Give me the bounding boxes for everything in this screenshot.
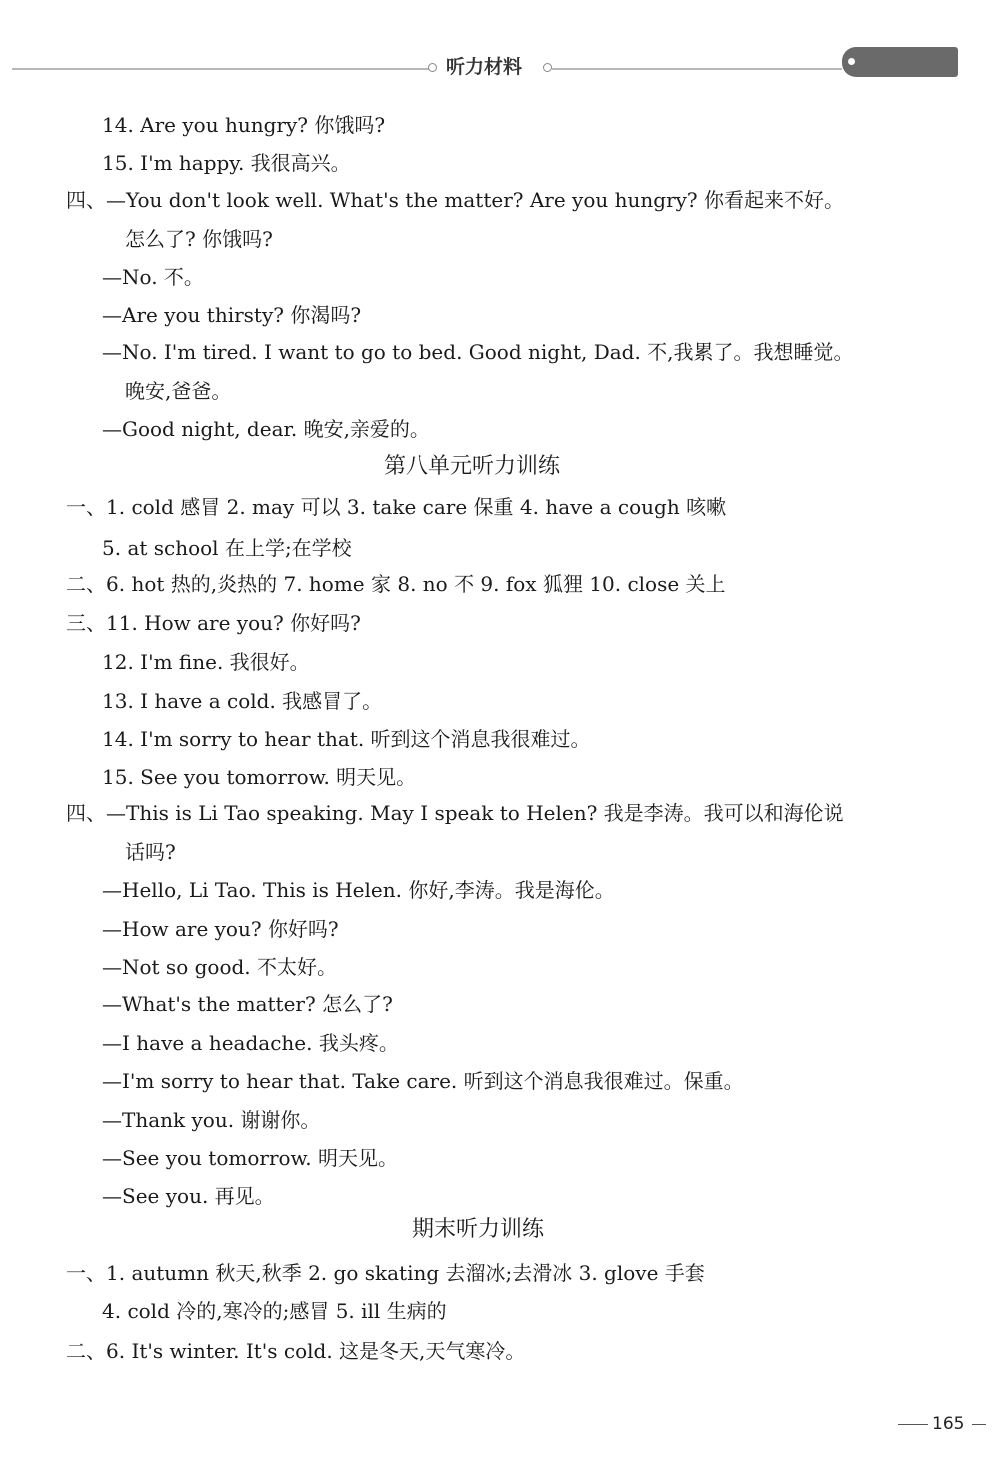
text-line: —No. 不。: [102, 265, 204, 289]
section-heading: 第八单元听力训练: [384, 454, 561, 479]
header-tab-decoration: [842, 47, 958, 77]
page-number-rule-left: [898, 1424, 928, 1425]
text-line: —Are you thirsty? 你渴吗?: [102, 303, 362, 327]
text-line: 4. cold 冷的,寒冷的;感冒 5. ill 生病的: [102, 1299, 447, 1323]
text-line: 晚安,爸爸。: [125, 379, 232, 403]
text-line: —Thank you. 谢谢你。: [102, 1108, 321, 1132]
text-line: 一、1. cold 感冒 2. may 可以 3. take care 保重 4. have a cough 咳嗽: [66, 495, 727, 519]
header-tab-dot: [848, 58, 855, 65]
text-line: 二、6. hot 热的,炎热的 7. home 家 8. no 不 9. fox 狐狸 10. close 关上: [66, 572, 726, 596]
text-line: —Not so good. 不太好。: [102, 955, 337, 979]
text-line: 怎么了? 你饿吗?: [125, 227, 273, 251]
text-line: —See you. 再见。: [102, 1184, 275, 1208]
text-line: —Hello, Li Tao. This is Helen. 你好,李涛。我是海伦。: [102, 878, 615, 902]
text-line: 一、1. autumn 秋天,秋季 2. go skating 去溜冰;去滑冰 3. glove 手套: [66, 1261, 705, 1285]
text-line: 5. at school 在上学;在学校: [102, 536, 352, 560]
page-number: 165: [932, 1414, 965, 1434]
header-title: 听力材料: [446, 56, 523, 78]
text-line: 14. Are you hungry? 你饿吗?: [102, 113, 386, 137]
text-line: —What's the matter? 怎么了?: [102, 992, 393, 1016]
text-line: 四、—This is Li Tao speaking. May I speak to Helen? 我是李涛。我可以和海伦说: [66, 801, 844, 825]
text-line: —No. I'm tired. I want to go to bed. Good night, Dad. 不,我累了。我想睡觉。: [102, 340, 854, 364]
text-line: 12. I'm fine. 我很好。: [102, 650, 310, 674]
page-number-rule-right: [972, 1424, 986, 1425]
text-line: —Good night, dear. 晚安,亲爱的。: [102, 417, 430, 441]
text-line: 15. I'm happy. 我很高兴。: [102, 151, 351, 175]
section-heading: 期末听力训练: [412, 1217, 545, 1242]
header-rule-left: [12, 68, 430, 70]
text-line: 四、—You don't look well. What's the matter? Are you hungry? 你看起来不好。: [66, 188, 845, 212]
text-line: —How are you? 你好吗?: [102, 917, 339, 941]
header-dot-left: [428, 63, 437, 72]
text-line: 话吗?: [125, 840, 176, 864]
text-line: 二、6. It's winter. It's cold. 这是冬天,天气寒冷。: [66, 1339, 526, 1363]
text-line: 15. See you tomorrow. 明天见。: [102, 765, 417, 789]
text-line: 14. I'm sorry to hear that. 听到这个消息我很难过。: [102, 727, 591, 751]
text-line: 三、11. How are you? 你好吗?: [66, 611, 361, 635]
header-dot-right: [543, 63, 552, 72]
header-rule-right: [552, 68, 842, 70]
text-line: —See you tomorrow. 明天见。: [102, 1146, 399, 1170]
text-line: 13. I have a cold. 我感冒了。: [102, 689, 383, 713]
text-line: —I'm sorry to hear that. Take care. 听到这个消息我很难过。保重。: [102, 1069, 744, 1093]
text-line: —I have a headache. 我头疼。: [102, 1031, 399, 1055]
